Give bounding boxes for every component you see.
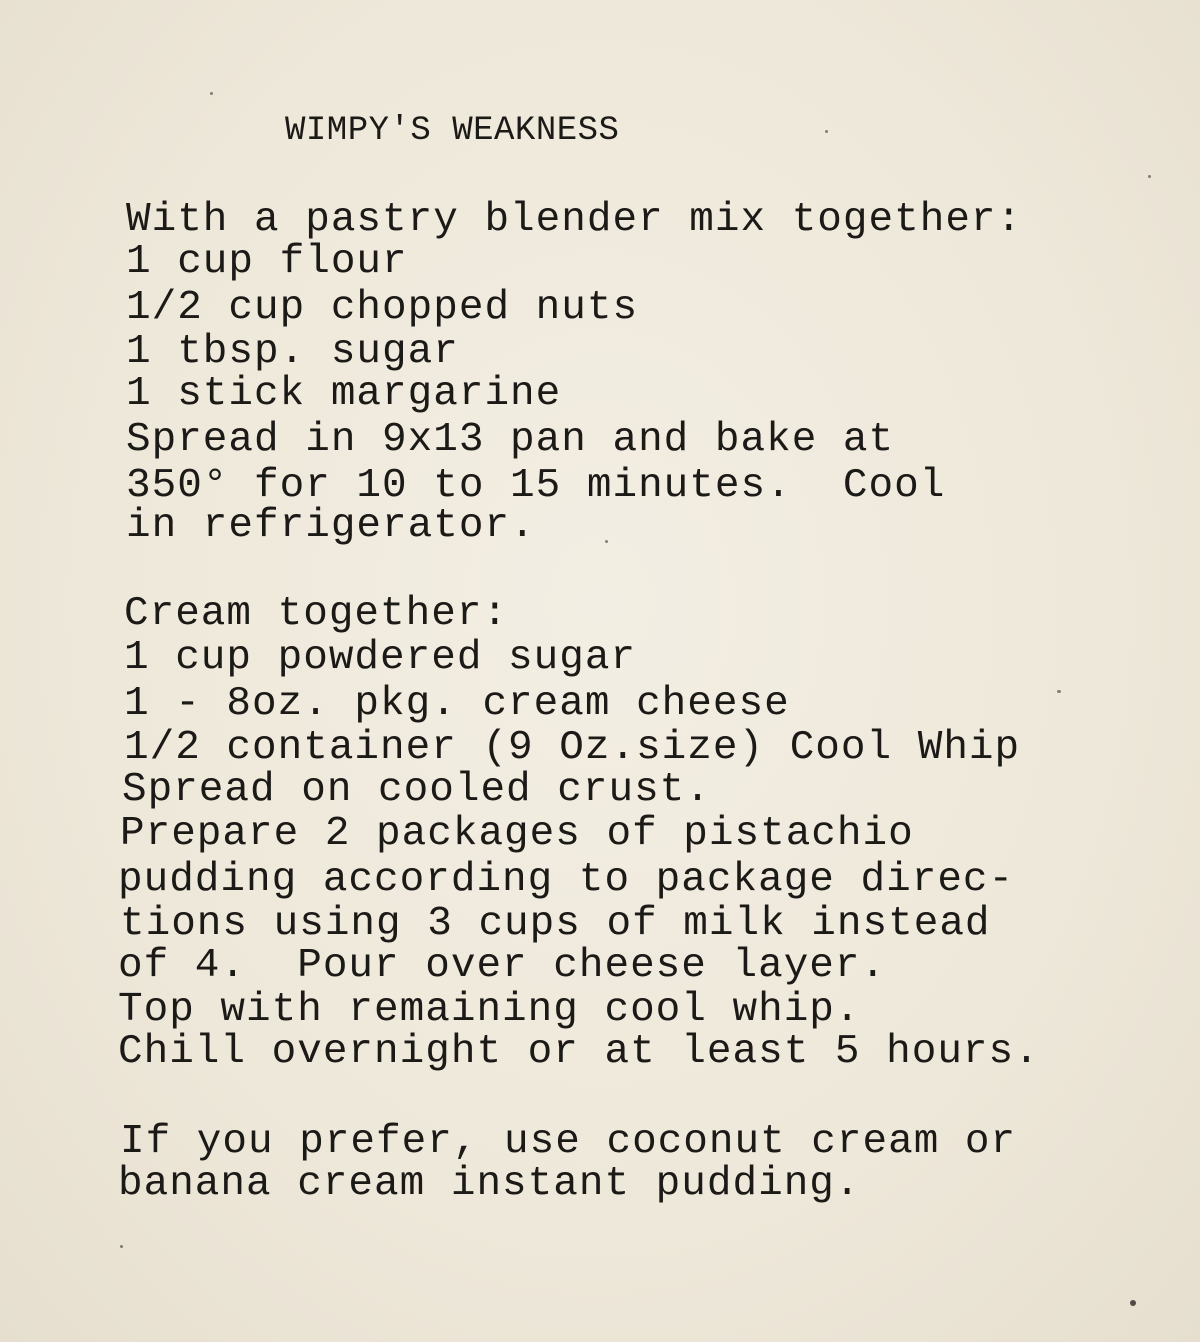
recipe-line: tions using 3 cups of milk instead (120, 901, 991, 947)
paper-speck (210, 92, 213, 95)
recipe-line: Prepare 2 packages of pistachio (120, 811, 914, 857)
recipe-line: 1/2 cup chopped nuts (126, 285, 639, 331)
recipe-line: With a pastry blender mix together: (126, 197, 1023, 243)
paper-speck (1057, 690, 1061, 693)
recipe-line: 1/2 container (9 Oz.size) Cool Whip (124, 725, 1021, 771)
recipe-line: 1 - 8oz. pkg. cream cheese (124, 681, 790, 727)
recipe-line: 1 tbsp. sugar (126, 329, 459, 375)
recipe-line: Spread on cooled crust. (122, 767, 711, 813)
recipe-line: in refrigerator. (126, 503, 536, 549)
recipe-line: Chill overnight or at least 5 hours. (118, 1029, 1040, 1075)
recipe-title: WIMPY'S WEAKNESS (285, 112, 620, 150)
recipe-line: Cream together: (124, 591, 509, 637)
paper-speck (120, 1245, 123, 1248)
recipe-line: If you prefer, use coconut cream or (120, 1119, 1017, 1165)
recipe-line: 1 cup powdered sugar (124, 635, 637, 681)
recipe-line: 1 cup flour (126, 239, 408, 285)
paper-speck (1130, 1300, 1136, 1306)
paper-speck (825, 130, 828, 133)
recipe-line: 1 stick margarine (126, 371, 562, 417)
recipe-line: of 4. Pour over cheese layer. (118, 943, 887, 989)
recipe-line: pudding according to package direc- (118, 857, 1015, 903)
paper-speck (605, 540, 608, 543)
recipe-line: Top with remaining cool whip. (118, 987, 861, 1033)
paper-speck (1148, 175, 1151, 178)
recipe-line: 350° for 10 to 15 minutes. Cool (126, 463, 946, 509)
recipe-line: Spread in 9x13 pan and bake at (126, 417, 895, 463)
recipe-line: banana cream instant pudding. (118, 1161, 861, 1207)
